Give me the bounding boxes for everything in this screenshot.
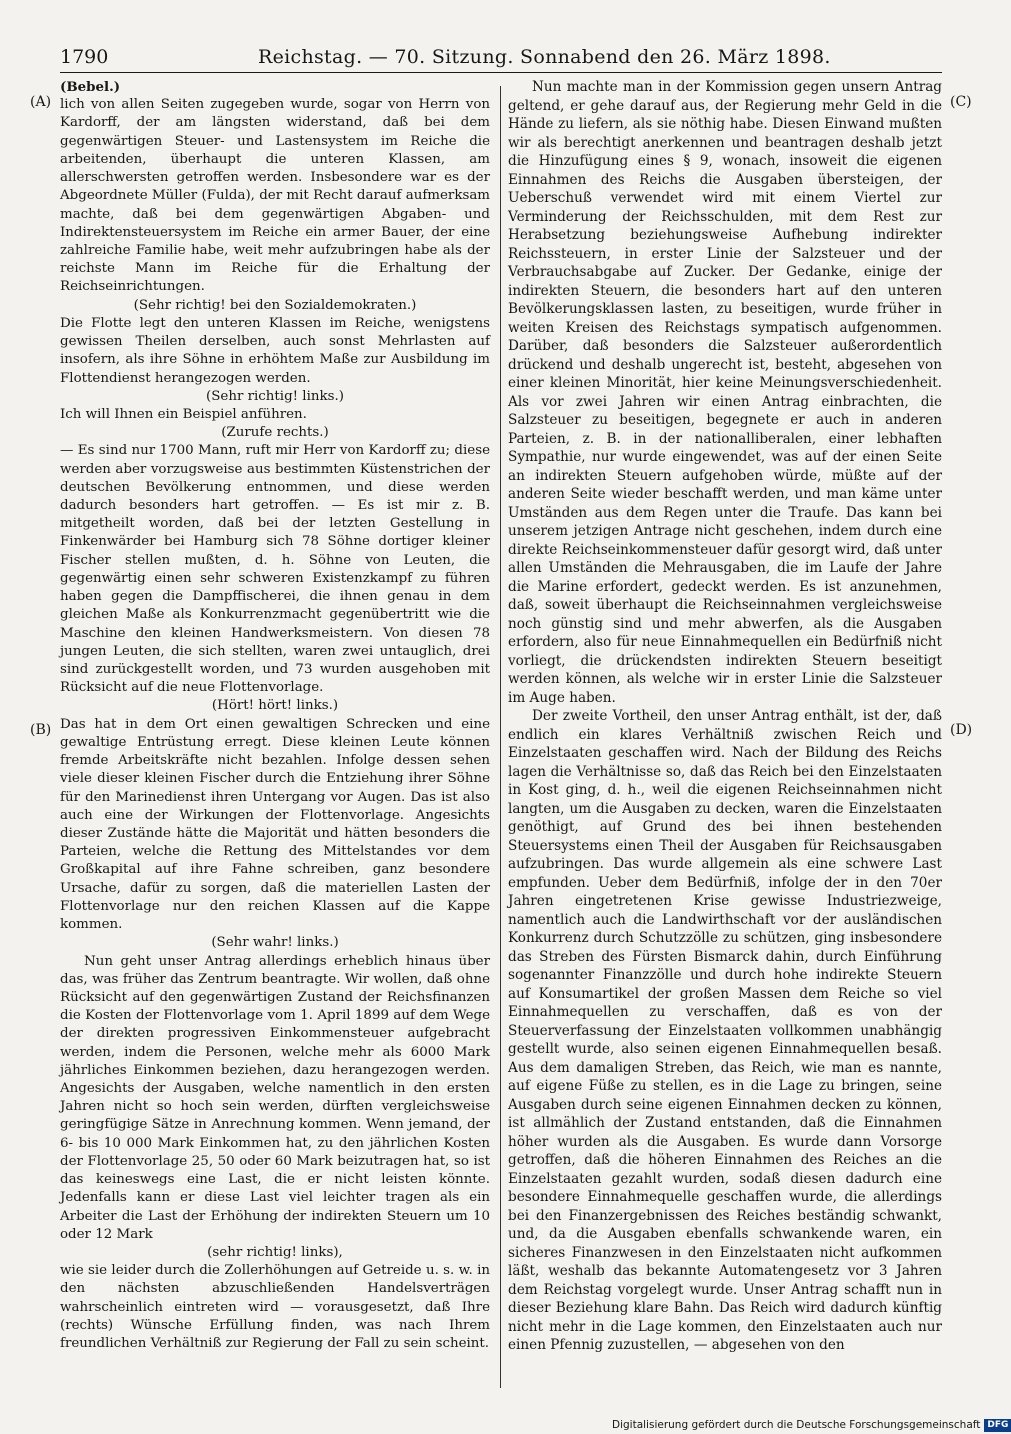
margin-mark-b: (B) (30, 722, 52, 738)
interjection: (Zurufe rechts.) (221, 425, 329, 441)
interjection: (Sehr wahr! links.) (211, 935, 339, 951)
column-separator (500, 86, 501, 1388)
margin-mark-c: (C) (950, 94, 972, 110)
paragraph: lich von allen Seiten zugegeben wurde, sogar von Herrn von Kardorff, der am längsten widerstand, daß bei dem gegenwärtigen Steuer- und Lastensystem im Reiche die arbeitenden, überhaupt die unteren Klassen, am allerschwersten getroffen werden. Insbesondere war es der Abgeordnete Müller (Fulda), der mit Recht darauf aufmerksam machte, daß bei dem gegenwärtigen Abgaben- und Indirektensteuersystem im Reiche ein armer Bauer, der eine zahlreiche Familie habe, weit mehr aufzubringen habe als der reichste Mann im Reiche für die Erhaltung der Reichseinrichtungen. (60, 97, 490, 295)
speaker-label: (Bebel.) (60, 79, 121, 95)
paragraph: Ich will Ihnen ein Beispiel anführen. (60, 406, 307, 422)
margin-mark-a: (A) (30, 94, 52, 110)
paragraph: Das hat in dem Ort einen gewaltigen Schrecken und eine gewaltige Entrüstung erregt. Diese kleinen Leute können fremde Arbeitskräfte nicht bezahlen. Infolge dessen sehen viele dieser kleinen Fischer durch die Entziehung ihrer Söhne für den Marinedienst ihren Untergang vor Augen. Das ist also auch eine der Wirkungen der Flottenvorlage. Angesichts dieser Zustände hätte die Majorität und hätten besonders die Parteien, welche die Rettung des Mittelstandes vor dem Großkapital auf ihre Fahne schreiben, ganz besondere Ursache, dafür zu sorgen, daß die materiellen Lasten der Flottenvorlage nur den reichen Klassen auf die Kappe kommen. (60, 716, 490, 933)
running-header (60, 42, 942, 72)
running-head: Reichstag. — 70. Sitzung. Sonnabend den 26. März 1898. (258, 46, 831, 68)
footer-credit: Digitalisierung gefördert durch die Deutsche Forschungsgemeinschaft (612, 1419, 981, 1431)
interjection: (sehr richtig! links), (207, 1245, 343, 1260)
paragraph: Nun geht unser Antrag allerdings erheblich hinaus über das, was früher das Zentrum beantragte. Wir wollen, daß ohne Rücksicht auf den gegenwärtigen Zustand der Reichsfinanzen die Kosten der Flottenvorlage vom 1. April 1899 auf dem Wege der direkten progressiven Einkommensteuer aufgebracht werden, indem die Personen, welche mehr als 6000 Mark jährliches Einkommen beziehen, dazu herangezogen werden. Angesichts der Ausgaben, welche namentlich in den ersten Jahren nicht so hoch sein werden, dürften vergleichsweise geringfügige Sätze in Anrechnung kommen. Wenn jemand, der 6- bis 10 000 Mark Einkommen hat, zu den jährlichen Kosten der Flottenvorlage 25, 50 oder 60 Mark beizutragen hat, so ist das keineswegs eine Last, die er nicht leisten könnte. Jedenfalls kann er diese Last viel leichter tragen als ein Arbeiter die Last der Erhöhung der indirekten Steuern um 10 oder 12 Mark (60, 953, 490, 1242)
margin-mark-d: (D) (950, 722, 973, 738)
paragraph: Die Flotte legt den unteren Klassen im Reiche, wenigstens gewissen Theilen derselben, auch sonst Mehrlasten auf insofern, als ihre Söhne in erhöhtem Maße zur Ausbildung im Flottendienst herangezogen werden. (60, 315, 490, 386)
interjection: (Sehr richtig! links.) (206, 388, 344, 404)
paragraph: Nun machte man in der Kommission gegen unsern Antrag geltend, er gehe darauf aus, der Regierung mehr Geld in die Hände zu liefern, als sie nöthig habe. Diesen Einwand mußten wir als berechtigt anerkennen und beantragen deshalb jetzt die Hinzufügung eines § 9, wonach, insoweit die eigenen Einnahmen des Reichs die Ausgaben übersteigen, der Ueberschuß verwendet wird mit einem Viertel zur Verminderung der Reichsschulden, mit dem Rest zur Herabsetzung beziehungsweise Aufhebung indirekter Reichssteuern, in erster Linie der Salzsteuer und der Verbrauchsabgabe auf Zucker. Der Gedanke, einige der indirekten Steuern, die besonders hart auf den unteren Bevölkerungsklassen lasten, zu beseitigen, wurde früher in weiten Kreisen des Reichstags sympatisch aufgenommen. Darüber, daß besonders die Salzsteuer außerordentlich drückend und deshalb ungerecht ist, besteht, abgesehen von einer kleinen Minorität, hier keine Meinungsverschiedenheit. Als vor zwei Jahren wir einen Antrag einbrachten, die Salzsteuer zu beseitigen, begegnete er auch in anderen Parteien, z. B. in der nationalliberalen, einer lebhaften Sympathie, nur wurde eingewendet, was auf der einen Seite an indirekten Steuern aufgehoben würde, müßte auf der anderen Seite wieder beschafft werden, und man käme unter Umständen aus dem Regen unter die Traufe. Das kann bei unserem jetzigen Antrage nicht geschehen, indem durch eine direkte Reichseinkommensteuer dafür gesorgt wird, daß unter allen Umständen die Mehrausgaben, die im Laufe der Jahre die Marine erfordert, gedeckt werden. Es ist anzunehmen, daß, soweit überhaupt die Reichseinnahmen vergleichsweise noch günstig sind und mehr abwerfen, als die Ausgaben erfordern, also für neue Einnahmequellen ein Bedürfniß nicht vorliegt, die drückendsten indirekten Steuern beseitigt werden können, als welche wir in erster Linie die Salzsteuer im Auge haben. (508, 79, 942, 706)
right-column (508, 78, 942, 1355)
interjection: (Sehr richtig! bei den Sozialdemokraten.) (133, 297, 417, 313)
interjection: (Hört! hört! links.) (211, 698, 339, 714)
paragraph: Der zweite Vortheil, den unser Antrag enthält, ist der, daß endlich ein klares Verhältniß zwischen Reich und Einzelstaaten geschaffen wird. Nach der Bildung des Reichs lagen die Verhältnisse so, daß das Reich bei den Einzelstaaten in Kost ging, d. h., weil die eigenen Reichseinnahmen nicht langten, um die Ausgaben zu decken, waren die Einzelstaaten genöthigt, auf Grund des bei ihnen bestehenden Steuersystems einen Theil der Ausgaben für Reichsausgaben aufzubringen. Das wurde allgemein als eine schwere Last empfunden. Ueber dem Bedürfniß, infolge der in den 70er Jahren eingetretenen Krise gewisse Industriezweige, namentlich auch die Landwirthschaft vor der ausländischen Konkurrenz durch Schutzzölle zu schützen, ging insbesondere das Streben des Fürsten Bismarck dahin, durch Einführung sogenannter Finanzzölle und durch hohe indirekte Steuern auf Konsumartikel der großen Massen dem Reiche so viel Einnahmequellen zu verschaffen, daß es von der Steuerverfassung der Einzelstaaten vollkommen unabhängig gestellt wurde, also seinen eigenen Einnahmequellen besaß. Aus dem damaligen Streben, das Reich, wie man es nannte, auf eigene Füße zu stellen, es in die Lage zu bringen, seine Ausgaben durch seine eigenen Einnahmen decken zu können, ist allmählich der Zustand entstanden, daß die Einnahmen höher wurden als die Ausgaben. Es wurde dann Vorsorge getroffen, daß die höheren Einnahmen des Reiches an die Einzelstaaten gezahlt wurden, sodaß diesen dadurch eine besondere Einnahmequelle geschaffen wurde, die allerdings bei den Finanzergebnissen des Reiches beständig schwankt, und, da die Ausgaben ebenfalls schwankende waren, ein sicheres Finanzwesen in den Einzelstaaten nicht aufkommen läßt, weshalb das bekannte Automatengesetz vor 3 Jahren dem Reichstag vorgelegt wurde. Unser Antrag schafft nun in dieser Beziehung klare Bahn. Das Reich wird dadurch künftig nicht mehr in die Lage kommen, den Einzelstaaten auch nur einen Pfennig zuzustellen, — abgesehen von den (508, 708, 942, 1353)
dfg-logo: DFG (984, 1419, 1011, 1432)
paragraph: wie sie leider durch die Zollerhöhungen auf Getreide u. s. w. in den nächsten abzuschließenden Handelsverträgen wahrscheinlich eintreten wird — vorausgesetzt, daß Ihre (rechts) Wünsche Erfüllung finden, was nach Ihrem freundlichen Verhältniß zur Regierung der Fall zu sein scheint. (60, 1263, 490, 1352)
page-number: 1790 (60, 46, 109, 68)
paragraph: — Es sind nur 1700 Mann, ruft mir Herr von Kardorff zu; diese werden aber vorzugsweise aus bestimmten Küstenstrichen der deutschen Bevölkerung entnommen, und diese werden dadurch besonders hart getroffen. — Es ist mir z. B. mitgetheilt worden, daß bei der letzten Gestellung in Finkenwärder bei Hamburg sich 78 Söhne dortiger kleiner Fischer stellen mußten, d. h. Söhne von Leuten, die gegenwärtig einen sehr schweren Existenzkampf zu führen haben gegen die Dampffischerei, die ihnen genau in dem gleichen Maße als Konkurrenzmacht gegenübertritt wie die Maschine den kleinen Handwerksmeistern. Von diesen 78 jungen Leuten, die sich stellten, waren zwei untauglich, drei sind zurückgestellt worden, und 73 wurden ausgehoben mit Rücksicht auf die neue Flottenvorlage. (60, 443, 490, 696)
header-rule (60, 72, 942, 73)
left-column (60, 78, 490, 1353)
digitization-footer (612, 1417, 1009, 1433)
